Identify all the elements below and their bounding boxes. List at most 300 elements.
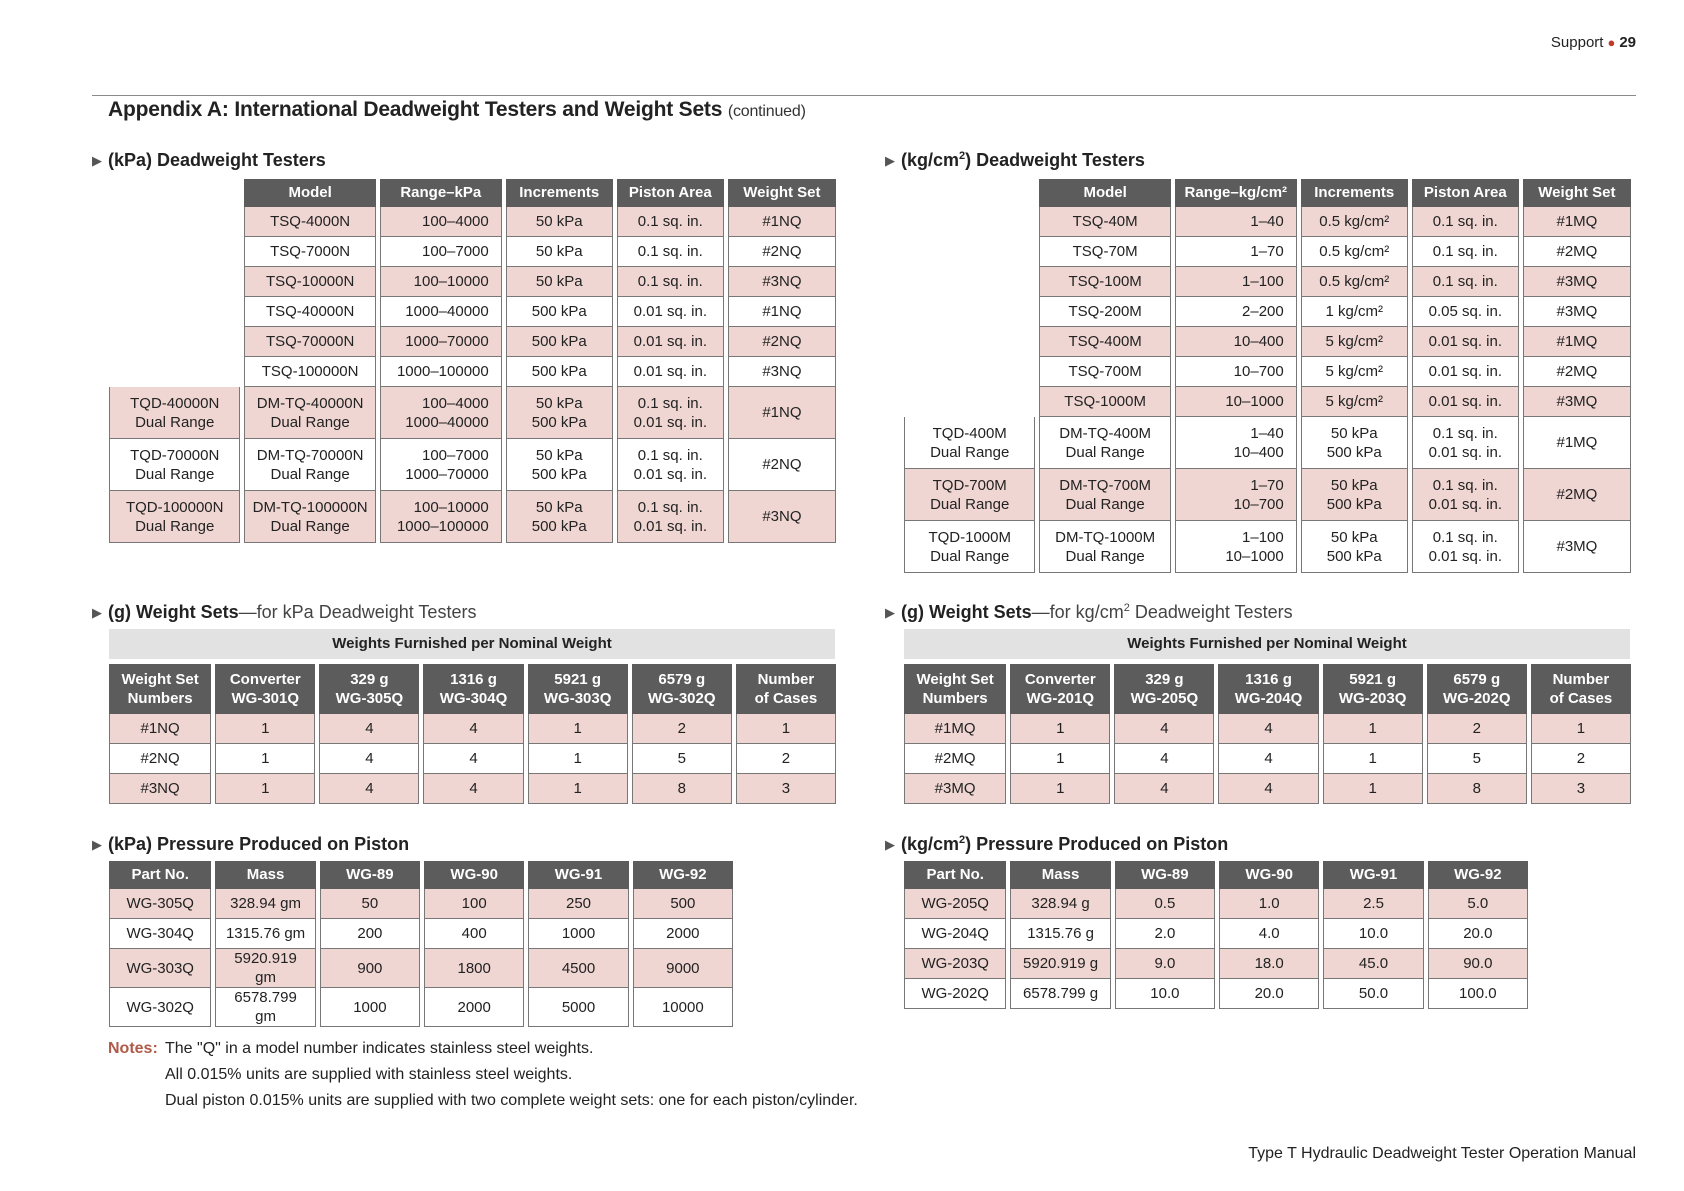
table-cell: 500 (633, 889, 733, 919)
heading-text: (g) Weight Sets (901, 602, 1032, 622)
table-cell: #3MQ (904, 774, 1006, 804)
heading-text: (kPa) Deadweight Testers (108, 150, 326, 170)
table-cell: 0.01 sq. in. (1412, 327, 1519, 357)
table-cell: 0.1 sq. in. 0.01 sq. in. (617, 439, 724, 491)
table-cell: 4 (1114, 774, 1214, 804)
table-cell: 1315.76 g (1010, 919, 1110, 949)
table-cell: 2 (1531, 744, 1631, 774)
table-cell: 1 (1010, 744, 1110, 774)
heading-subtext: —for kg/cm (1031, 602, 1124, 622)
table-cell: 100.0 (1428, 979, 1528, 1009)
table-cell: 0.05 sq. in. (1412, 297, 1519, 327)
table-cell: 1 (528, 774, 628, 804)
table-row (904, 774, 1631, 804)
table-cell: 5920.919 g (1010, 949, 1110, 979)
table-cell: 1000 (528, 919, 628, 949)
title-main: Appendix A: International Deadweight Testers and Weight Sets (108, 98, 723, 121)
table-cell: TSQ-40M (1039, 207, 1170, 237)
column-header: 1316 g WG-304Q (423, 664, 523, 714)
table-cell: 0.1 sq. in. 0.01 sq. in. (1412, 417, 1519, 469)
column-header: 6579 g WG-302Q (632, 664, 732, 714)
table-cell: 90.0 (1428, 949, 1528, 979)
table-cell: TSQ-100000N (244, 357, 375, 387)
column-header: WG-91 (528, 861, 628, 889)
table-cell: 5.0 (1428, 889, 1528, 919)
triangle-bullet-icon: ▶ (885, 153, 895, 168)
kpa-weight-sets-table (105, 664, 840, 804)
kg-weight-sets-caption: Weights Furnished per Nominal Weight (904, 629, 1630, 659)
table-cell: TQD-400M Dual Range (904, 417, 1035, 469)
spacer (904, 327, 1035, 357)
table-cell: 0.1 sq. in. (617, 267, 724, 297)
table-cell: 2 (1427, 714, 1527, 744)
table-cell: 9.0 (1115, 949, 1215, 979)
table-cell: 4 (319, 714, 419, 744)
table-row (904, 714, 1631, 744)
column-header: WG-89 (320, 861, 420, 889)
spacer (904, 267, 1035, 297)
table-cell: 4 (319, 774, 419, 804)
table-cell: WG-304Q (109, 919, 211, 949)
page-number: 29 (1619, 34, 1636, 51)
table-cell: 2.5 (1323, 889, 1423, 919)
table-cell: WG-205Q (904, 889, 1006, 919)
column-header: WG-92 (1428, 861, 1528, 889)
table-cell: 0.1 sq. in. (617, 237, 724, 267)
column-header: 5921 g WG-303Q (528, 664, 628, 714)
column-header: Increments (1301, 179, 1408, 207)
table-cell: 0.1 sq. in. (1412, 207, 1519, 237)
column-header: 329 g WG-205Q (1114, 664, 1214, 714)
table-cell: 50 kPa 500 kPa (1301, 417, 1408, 469)
heading-text: (g) Weight Sets (108, 602, 239, 622)
table-cell: 100–7000 (380, 237, 502, 267)
table-cell: DM-TQ-40000N Dual Range (244, 387, 375, 439)
table-cell: 4 (1114, 714, 1214, 744)
table-cell: #1MQ (1523, 207, 1631, 237)
header-rule (92, 95, 1636, 96)
table-cell: 45.0 (1323, 949, 1423, 979)
table-row (904, 889, 1528, 919)
table-cell: #2MQ (1523, 469, 1631, 521)
table-cell: 100 (424, 889, 524, 919)
column-header: 5921 g WG-203Q (1323, 664, 1423, 714)
table-row (109, 207, 836, 237)
table-cell: 1800 (424, 949, 524, 988)
table-cell: 20.0 (1428, 919, 1528, 949)
table-cell: DM-TQ-1000M Dual Range (1039, 521, 1170, 573)
table-row (904, 417, 1631, 469)
column-header: WG-91 (1323, 861, 1423, 889)
table-cell: #2NQ (728, 327, 836, 357)
table-row (904, 297, 1631, 327)
spacer (904, 207, 1035, 237)
spacer (109, 237, 240, 267)
table-cell: TQD-70000N Dual Range (109, 439, 240, 491)
superscript: 2 (959, 834, 966, 846)
table-row (904, 267, 1631, 297)
table-cell: #3MQ (1523, 521, 1631, 573)
table-cell: 1 (215, 744, 315, 774)
column-header: Piston Area (1412, 179, 1519, 207)
heading-kg-testers (885, 150, 1145, 171)
table-cell: DM-TQ-700M Dual Range (1039, 469, 1170, 521)
table-cell: 4 (1218, 744, 1318, 774)
heading-kpa-pressure (92, 834, 409, 855)
heading-text: (kg/cm (901, 150, 960, 170)
heading-subtext: —for kPa Deadweight Testers (238, 602, 477, 622)
table-cell: 100–10000 (380, 267, 502, 297)
table-cell: #2NQ (109, 744, 211, 774)
table-cell: 1–40 (1175, 207, 1297, 237)
table-cell: 328.94 gm (215, 889, 315, 919)
table-cell: #1NQ (728, 207, 836, 237)
table-cell: 50 kPa (506, 237, 613, 267)
heading-text: ) Pressure Produced on Piston (965, 834, 1229, 854)
table-row (109, 714, 836, 744)
table-cell: 6578.799 g (1010, 979, 1110, 1009)
table-cell: 1315.76 gm (215, 919, 315, 949)
table-row (904, 207, 1631, 237)
table-cell: 10.0 (1115, 979, 1215, 1009)
table-row (109, 387, 836, 439)
table-cell: #1NQ (109, 714, 211, 744)
table-cell: 0.01 sq. in. (1412, 387, 1519, 417)
table-cell: 2 (736, 744, 836, 774)
table-row (109, 439, 836, 491)
kpa-weight-sets-caption: Weights Furnished per Nominal Weight (109, 629, 835, 659)
table-cell: DM-TQ-70000N Dual Range (244, 439, 375, 491)
table-cell: WG-204Q (904, 919, 1006, 949)
table-row (109, 491, 836, 543)
table-cell: 0.5 kg/cm² (1301, 267, 1408, 297)
table-cell: 0.1 sq. in. 0.01 sq. in. (617, 387, 724, 439)
table-cell: 1.0 (1219, 889, 1319, 919)
column-header: 1316 g WG-204Q (1218, 664, 1318, 714)
table-cell: 1–100 10–1000 (1175, 521, 1297, 573)
table-cell: 5 (632, 744, 732, 774)
table-cell: 1 (1323, 744, 1423, 774)
table-row (904, 919, 1528, 949)
table-cell: #3NQ (109, 774, 211, 804)
table-cell: WG-303Q (109, 949, 211, 988)
table-cell: #3NQ (728, 267, 836, 297)
note-line: The "Q" in a model number indicates stainless steel weights. (165, 1040, 594, 1057)
table-cell: #3MQ (1523, 387, 1631, 417)
table-cell: 18.0 (1219, 949, 1319, 979)
superscript: 2 (959, 150, 966, 162)
table-cell: 1 (215, 714, 315, 744)
spacer (904, 297, 1035, 327)
heading-kpa-weight-sets (92, 602, 476, 623)
table-cell: 9000 (633, 949, 733, 988)
heading-text: (kg/cm (901, 834, 960, 854)
spacer (109, 357, 240, 387)
column-header: Piston Area (617, 179, 724, 207)
table-cell: #2MQ (1523, 237, 1631, 267)
table-cell: 4 (1114, 744, 1214, 774)
table-cell: #3MQ (1523, 267, 1631, 297)
table-row (904, 357, 1631, 387)
heading-kg-pressure (885, 834, 1228, 855)
table-row (109, 357, 836, 387)
table-cell: 50 kPa 500 kPa (506, 491, 613, 543)
table-cell: 10000 (633, 988, 733, 1027)
table-cell: #3NQ (728, 491, 836, 543)
spacer (109, 297, 240, 327)
table-cell: 10–700 (1175, 357, 1297, 387)
table-cell: 50 kPa 500 kPa (1301, 469, 1408, 521)
table-cell: #1MQ (1523, 417, 1631, 469)
column-header: Converter WG-201Q (1010, 664, 1110, 714)
table-cell: 8 (1427, 774, 1527, 804)
table-cell: 4 (319, 744, 419, 774)
table-cell: 10.0 (1323, 919, 1423, 949)
table-cell: TQD-100000N Dual Range (109, 491, 240, 543)
table-row (109, 297, 836, 327)
table-cell: 50.0 (1323, 979, 1423, 1009)
table-row (109, 988, 733, 1027)
table-cell: WG-202Q (904, 979, 1006, 1009)
spacer (109, 267, 240, 297)
table-cell: 0.01 sq. in. (617, 297, 724, 327)
bullet-dot-icon: ● (1607, 35, 1616, 50)
table-cell: 8 (632, 774, 732, 804)
header-section: Support (1550, 34, 1604, 51)
table-cell: 4 (1218, 714, 1318, 744)
table-cell: 5 kg/cm² (1301, 327, 1408, 357)
table-row (109, 237, 836, 267)
table-cell: #1MQ (904, 714, 1006, 744)
table-row (904, 327, 1631, 357)
column-header: Mass (215, 861, 315, 889)
table-cell: 500 kPa (506, 357, 613, 387)
table-cell: 100–10000 1000–100000 (380, 491, 502, 543)
column-header: WG-92 (633, 861, 733, 889)
table-cell: 0.01 sq. in. (617, 357, 724, 387)
table-cell: 1000–100000 (380, 357, 502, 387)
column-header: WG-89 (1115, 861, 1215, 889)
table-cell: 50 kPa 500 kPa (506, 387, 613, 439)
column-header: Part No. (109, 861, 211, 889)
table-cell: 6578.799 gm (215, 988, 315, 1027)
column-header: Converter WG-301Q (215, 664, 315, 714)
table-cell: 500 kPa (506, 297, 613, 327)
table-cell: 10–1000 (1175, 387, 1297, 417)
column-header: Increments (506, 179, 613, 207)
column-header: Number of Cases (736, 664, 836, 714)
table-cell: 1 (1323, 774, 1423, 804)
table-cell: #3MQ (1523, 297, 1631, 327)
table-cell: 2 (632, 714, 732, 744)
table-cell: 1 (1323, 714, 1423, 744)
table-cell: 4 (423, 714, 523, 744)
table-cell: 1 kg/cm² (1301, 297, 1408, 327)
notes (108, 1036, 858, 1114)
column-header: Weight Set (728, 179, 836, 207)
table-row (109, 774, 836, 804)
table-cell: TSQ-1000M (1039, 387, 1170, 417)
table-cell: #2NQ (728, 237, 836, 267)
table-cell: 200 (320, 919, 420, 949)
column-header: Weight Set Numbers (904, 664, 1006, 714)
heading-text: ) Deadweight Testers (965, 150, 1145, 170)
table-cell: 1000–70000 (380, 327, 502, 357)
table-cell: TQD-1000M Dual Range (904, 521, 1035, 573)
header-row (904, 179, 1631, 207)
table-cell: 5 kg/cm² (1301, 387, 1408, 417)
table-cell: 5920.919 gm (215, 949, 315, 988)
table-row (109, 327, 836, 357)
table-cell: 2–200 (1175, 297, 1297, 327)
title-continued: (continued) (727, 103, 806, 120)
column-header: Number of Cases (1531, 664, 1631, 714)
table-cell: 1–40 10–400 (1175, 417, 1297, 469)
table-cell: 1 (528, 714, 628, 744)
spacer (904, 387, 1035, 417)
table-row (109, 889, 733, 919)
table-row (904, 387, 1631, 417)
table-cell: 1 (1010, 714, 1110, 744)
table-cell: 20.0 (1219, 979, 1319, 1009)
heading-subtext: Deadweight Testers (1129, 602, 1293, 622)
column-header: Model (244, 179, 375, 207)
table-row (109, 919, 733, 949)
table-cell: 328.94 g (1010, 889, 1110, 919)
table-cell: TSQ-400M (1039, 327, 1170, 357)
column-header: Mass (1010, 861, 1110, 889)
table-cell: 5 (1427, 744, 1527, 774)
table-cell: 0.01 sq. in. (1412, 357, 1519, 387)
column-header: Weight Set (1523, 179, 1631, 207)
spacer (904, 357, 1035, 387)
table-cell: 0.1 sq. in. (1412, 267, 1519, 297)
triangle-bullet-icon: ▶ (92, 153, 102, 168)
table-cell: TSQ-4000N (244, 207, 375, 237)
triangle-bullet-icon: ▶ (92, 605, 102, 620)
table-cell: DM-TQ-400M Dual Range (1039, 417, 1170, 469)
table-cell: #2NQ (728, 439, 836, 491)
table-cell: #1NQ (728, 387, 836, 439)
table-cell: 1–100 (1175, 267, 1297, 297)
table-cell: TQD-700M Dual Range (904, 469, 1035, 521)
header-row (904, 664, 1631, 714)
table-cell: TSQ-200M (1039, 297, 1170, 327)
column-header: WG-90 (1219, 861, 1319, 889)
table-cell: 2000 (424, 988, 524, 1027)
header-row (109, 664, 836, 714)
table-cell: #1MQ (1523, 327, 1631, 357)
table-cell: 50 kPa 500 kPa (506, 439, 613, 491)
table-cell: 1 (1010, 774, 1110, 804)
table-cell: 50 kPa (506, 267, 613, 297)
table-cell: 1 (736, 714, 836, 744)
table-cell: #3NQ (728, 357, 836, 387)
table-cell: 4500 (528, 949, 628, 988)
table-cell: 2000 (633, 919, 733, 949)
table-row (109, 744, 836, 774)
table-cell: 4 (1218, 774, 1318, 804)
table-cell: 1000–40000 (380, 297, 502, 327)
table-cell: 50 kPa (506, 207, 613, 237)
header-row (109, 179, 836, 207)
column-header: Range–kg/cm² (1175, 179, 1297, 207)
triangle-bullet-icon: ▶ (885, 837, 895, 852)
kpa-pressure-table (105, 861, 737, 1027)
table-cell: 0.1 sq. in. 0.01 sq. in. (1412, 469, 1519, 521)
column-header: 6579 g WG-202Q (1427, 664, 1527, 714)
header-row (904, 861, 1528, 889)
note-line: All 0.015% units are supplied with stainless steel weights. (165, 1066, 573, 1083)
header-row (109, 861, 733, 889)
spacer (109, 179, 240, 207)
table-cell: 1 (528, 744, 628, 774)
column-header: Weight Set Numbers (109, 664, 211, 714)
table-cell: #2MQ (1523, 357, 1631, 387)
spacer (109, 327, 240, 357)
kg-pressure-table (900, 861, 1532, 1009)
table-cell: TSQ-70000N (244, 327, 375, 357)
table-cell: 100–7000 1000–70000 (380, 439, 502, 491)
table-cell: 400 (424, 919, 524, 949)
table-cell: 250 (528, 889, 628, 919)
table-cell: 4.0 (1219, 919, 1319, 949)
table-row (109, 267, 836, 297)
table-cell: 2.0 (1115, 919, 1215, 949)
column-header: Part No. (904, 861, 1006, 889)
page-title (108, 98, 806, 122)
column-header: Range–kPa (380, 179, 502, 207)
table-row (904, 469, 1631, 521)
table-cell: 1–70 10–700 (1175, 469, 1297, 521)
column-header: 329 g WG-305Q (319, 664, 419, 714)
heading-text: (kPa) Pressure Produced on Piston (108, 834, 410, 854)
notes-label: Notes: (108, 1040, 158, 1057)
table-row (904, 237, 1631, 267)
kg-weight-sets-table (900, 664, 1635, 804)
spacer (109, 207, 240, 237)
table-cell: 0.5 (1115, 889, 1215, 919)
table-cell: 1 (215, 774, 315, 804)
table-cell: WG-305Q (109, 889, 211, 919)
spacer (904, 179, 1035, 207)
table-row (109, 949, 733, 988)
table-cell: 0.5 kg/cm² (1301, 237, 1408, 267)
spacer (904, 237, 1035, 267)
table-cell: 0.5 kg/cm² (1301, 207, 1408, 237)
table-cell: WG-203Q (904, 949, 1006, 979)
heading-kg-weight-sets (885, 602, 1293, 623)
table-cell: #2MQ (904, 744, 1006, 774)
table-cell: 900 (320, 949, 420, 988)
table-cell: 1 (1531, 714, 1631, 744)
table-cell: TSQ-700M (1039, 357, 1170, 387)
table-cell: 5 kg/cm² (1301, 357, 1408, 387)
table-cell: WG-302Q (109, 988, 211, 1027)
table-cell: 500 kPa (506, 327, 613, 357)
table-cell: 50 kPa 500 kPa (1301, 521, 1408, 573)
table-cell: #1NQ (728, 297, 836, 327)
table-row (904, 949, 1528, 979)
table-cell: 4 (423, 774, 523, 804)
table-cell: 0.1 sq. in. 0.01 sq. in. (1412, 521, 1519, 573)
table-cell: TSQ-10000N (244, 267, 375, 297)
footer-manual-title: Type T Hydraulic Deadweight Tester Operation Manual (1248, 1145, 1636, 1162)
table-cell: TSQ-70M (1039, 237, 1170, 267)
table-row (904, 979, 1528, 1009)
table-cell: TSQ-40000N (244, 297, 375, 327)
table-cell: TSQ-7000N (244, 237, 375, 267)
